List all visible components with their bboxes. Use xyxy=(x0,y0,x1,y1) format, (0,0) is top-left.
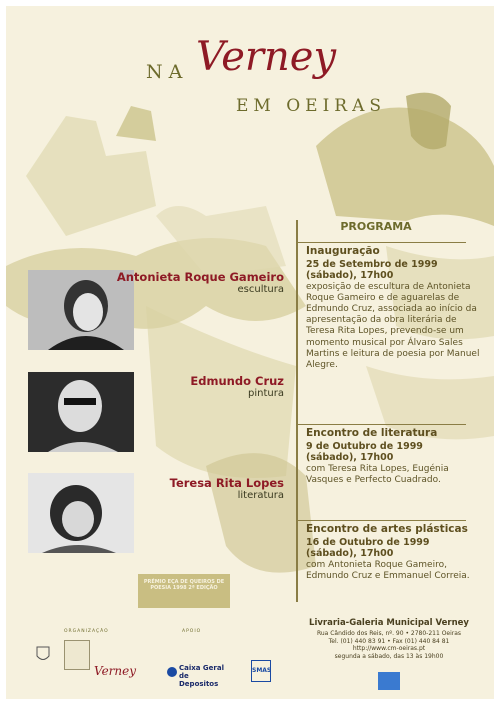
title-em-oeiras: EM OEIRAS xyxy=(236,96,387,116)
event-heading: Encontro de literatura xyxy=(306,427,438,439)
event-inauguracao xyxy=(306,246,486,371)
photo-teresa xyxy=(28,473,134,553)
event-date: 25 de Setembro de 1999 xyxy=(306,259,438,271)
gallery-address: Rua Cândido dos Reis, nº. 90 • 2780-211 Oeiras xyxy=(316,630,462,637)
gallery-web: http://www.cm-oeiras.pt xyxy=(352,645,426,652)
gallery-name: Livraria-Galeria Municipal Verney xyxy=(309,618,469,628)
event-time: (sábado), 17h00 xyxy=(306,452,394,464)
event-poster xyxy=(6,6,494,699)
event-time: (sábado), 17h00 xyxy=(306,270,394,282)
cgd-logo-text: Caixa Geral de Depositos xyxy=(179,664,225,688)
gallery-hours: segunda a sábado, das 13 às 19h00 xyxy=(334,652,444,660)
artist-role: pintura xyxy=(248,388,284,399)
event-description: exposição de escultura de Antonieta Roque Gameiro e de aguarelas de Edmundo Cruz, associada ao início da apresentação da obra literária de Teresa Rita Lopes, prevendo-se um momento musical por Álvaro Sales Martins e leitura de poesia por Manuel Alegre. xyxy=(306,281,480,371)
event-rule xyxy=(296,242,466,243)
event-description: com Antonieta Roque Gameiro, Edmundo Cruz e Emmanuel Correia. xyxy=(306,559,470,581)
event-heading: Inauguração xyxy=(306,245,380,257)
verney-logo: Verney xyxy=(94,664,137,678)
event-date: 16 de Outubro de 1999 xyxy=(306,537,430,549)
artist-role: literatura xyxy=(237,490,284,501)
program-divider xyxy=(296,220,298,602)
cgd-logo-icon xyxy=(166,666,178,678)
artist-name: Teresa Rita Lopes xyxy=(169,476,284,490)
artist-teresa xyxy=(170,476,284,501)
artist-antonieta xyxy=(117,270,284,295)
camara-municipal-logo xyxy=(64,640,90,670)
smas-logo: SMAS xyxy=(251,660,271,682)
photo-edmundo xyxy=(28,372,134,452)
gallery-info xyxy=(294,618,484,660)
title-na: NA xyxy=(146,61,189,83)
event-literatura xyxy=(306,428,486,486)
title-verney: Verney xyxy=(196,34,337,80)
artist-role: escultura xyxy=(237,284,284,295)
prize-badge: PRÉMIO EÇA DE QUEIROS DE POESIA 1998 2ª EDIÇÃO xyxy=(138,574,230,608)
event-artes-plasticas xyxy=(306,524,486,582)
gallery-phone: Tel. (01) 440 83 91 • Fax (01) 440 84 81 xyxy=(328,637,450,645)
programa-heading: PROGRAMA xyxy=(340,220,412,233)
event-rule xyxy=(296,520,466,521)
oeiras-crest-icon xyxy=(36,646,50,664)
artist-name: Edmundo Cruz xyxy=(190,374,284,388)
event-date: 9 de Outubro de 1999 xyxy=(306,441,423,453)
partner-logo xyxy=(378,672,400,690)
apoio-label: APOIO xyxy=(182,629,202,634)
event-description: com Teresa Rita Lopes, Eugénia Vasques e Perfecto Cuadrado. xyxy=(306,463,449,485)
organizacao-label: ORGANIZAÇÃO xyxy=(64,629,109,634)
artist-name: Antonieta Roque Gameiro xyxy=(116,270,284,284)
event-rule xyxy=(296,424,466,425)
event-heading: Encontro de artes plásticas xyxy=(306,523,468,535)
artist-edmundo xyxy=(190,374,284,399)
event-time: (sábado), 17h00 xyxy=(306,548,394,560)
